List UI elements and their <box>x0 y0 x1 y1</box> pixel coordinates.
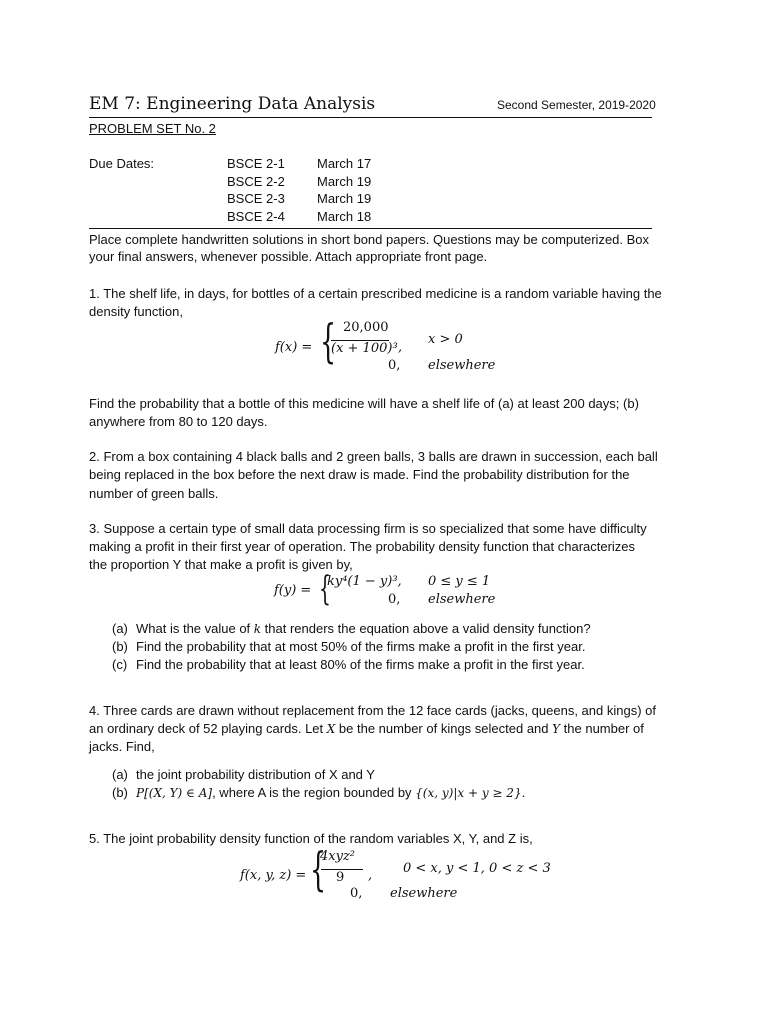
p4-item-b-math1: P[(X, Y) ∈ A] <box>136 786 213 800</box>
due-date-4: March 18 <box>317 209 372 224</box>
p3-item-c: Find the probability that at least 80% of the firms make a profit in the first year. <box>136 657 585 672</box>
p2-line-3: number of green balls. <box>89 486 219 501</box>
p3-item-a-pre: What is the value of <box>136 621 254 636</box>
p3-item-a-var: k <box>253 622 262 636</box>
p3-eq-expr: ky⁴(1 − y)³, <box>327 574 402 589</box>
p3-eq-brace: { <box>319 569 331 609</box>
p1-eq-comma: , <box>398 340 403 355</box>
p1-after-line-1: Find the probability that a bottle of this medicine will have a shelf life of (a) at least 200 days; (b) <box>89 396 639 411</box>
course-title: EM 7: Engineering Data Analysis <box>89 94 376 114</box>
p3-item-b: Find the probability that at most 50% of the firms make a profit in the first year. <box>136 639 586 654</box>
p3-item-c-label: (c) <box>112 657 128 672</box>
p4-line-3: jacks. Find, <box>89 739 155 754</box>
p3-item-a-post: that renders the equation above a valid density function? <box>261 621 591 636</box>
p3-line-1: 3. Suppose a certain type of small data processing firm is so specialized that some have difficulty <box>89 521 647 536</box>
p4-item-b <box>136 784 525 802</box>
due-date-3: March 19 <box>317 191 372 206</box>
p3-item-a-label: (a) <box>112 621 128 636</box>
p2-line-1: 2. From a box containing 4 black balls and 2 green balls, 3 balls are drawn in succession, each ball <box>89 449 658 464</box>
p2-line-2: being replaced in the box before the next draw is made. Find the probability distribution for the <box>89 467 630 482</box>
p5-eq-lhs: f(x, y, z) = <box>240 868 307 883</box>
p4-line-2-post: the number of <box>560 721 644 736</box>
instructions-line-2: your final answers, whenever possible. Attach appropriate front page. <box>89 249 488 264</box>
p3-eq-cond1: 0 ≤ y ≤ 1 <box>428 574 491 589</box>
p5-eq-comma: , <box>368 868 373 883</box>
p4-var-y: Y <box>552 722 561 736</box>
p1-eq-cond1: x > 0 <box>428 332 463 347</box>
p5-eq-cond2: elsewhere <box>390 886 458 901</box>
p5-eq-denominator: 9 <box>336 870 345 885</box>
semester: Second Semester, 2019-2020 <box>497 98 656 112</box>
p4-item-b-math2: {(x, y)|x + y ≥ 2} <box>415 786 522 800</box>
problem-set-title: PROBLEM SET No. 2 <box>89 121 216 136</box>
p3-line-2: making a profit in their first year of operation. The probability density function that characterizes <box>89 539 636 554</box>
due-date-1: March 17 <box>317 156 372 171</box>
p3-eq-cond2: elsewhere <box>428 592 496 607</box>
p1-line-1: 1. The shelf life, in days, for bottles of a certain prescribed medicine is a random variable having the <box>89 286 662 301</box>
due-dates-label: Due Dates: <box>89 156 155 171</box>
p3-item-a <box>136 620 591 638</box>
p1-after-line-2: anywhere from 80 to 120 days. <box>89 414 268 429</box>
p5-eq-zero: 0, <box>350 886 363 901</box>
p4-item-b-text: , where A is the region bounded by <box>212 785 416 800</box>
p1-eq-lhs: f(x) = <box>275 340 313 355</box>
p4-line-2-pre: an ordinary deck of 52 playing cards. Let <box>89 721 327 736</box>
due-section-4: BSCE 2-4 <box>227 209 285 224</box>
p4-var-x: X <box>326 722 336 736</box>
p3-item-b-label: (b) <box>112 639 128 654</box>
p1-eq-cond2: elsewhere <box>428 358 496 373</box>
p1-eq-denominator: (x + 100)³ <box>331 341 398 356</box>
p5-line: 5. The joint probability density function of the random variables X, Y, and Z is, <box>89 831 533 846</box>
p3-eq-lhs: f(y) = <box>274 583 312 598</box>
p4-line-2 <box>89 720 644 738</box>
header-rule <box>89 117 652 118</box>
p3-eq-zero: 0, <box>388 592 401 607</box>
p1-eq-numerator: 20,000 <box>343 320 389 335</box>
p4-item-a: the joint probability distribution of X and Y <box>136 767 375 782</box>
due-section-3: BSCE 2-3 <box>227 191 285 206</box>
due-rule <box>89 228 652 229</box>
p5-eq-cond1: 0 < x, y < 1, 0 < z < 3 <box>403 861 551 876</box>
p4-item-a-label: (a) <box>112 767 128 782</box>
instructions-line-1: Place complete handwritten solutions in short bond papers. Questions may be computerized. Box <box>89 232 650 247</box>
due-section-2: BSCE 2-2 <box>227 174 285 189</box>
p5-eq-brace: { <box>310 842 327 896</box>
p4-line-2-mid: be the number of kings selected and <box>335 721 553 736</box>
p4-item-b-label: (b) <box>112 785 128 800</box>
due-date-2: March 19 <box>317 174 372 189</box>
p1-eq-zero: 0, <box>388 358 401 373</box>
p5-eq-numerator: 4xyz² <box>320 849 356 864</box>
due-section-1: BSCE 2-1 <box>227 156 285 171</box>
p1-line-2: density function, <box>89 304 183 319</box>
p4-line-1: 4. Three cards are drawn without replacement from the 12 face cards (jacks, queens, and kings) of <box>89 703 656 718</box>
p4-item-b-end: . <box>521 785 526 800</box>
p3-line-3: the proportion Y that make a profit is given by, <box>89 557 353 572</box>
p1-eq-brace: { <box>320 314 337 368</box>
